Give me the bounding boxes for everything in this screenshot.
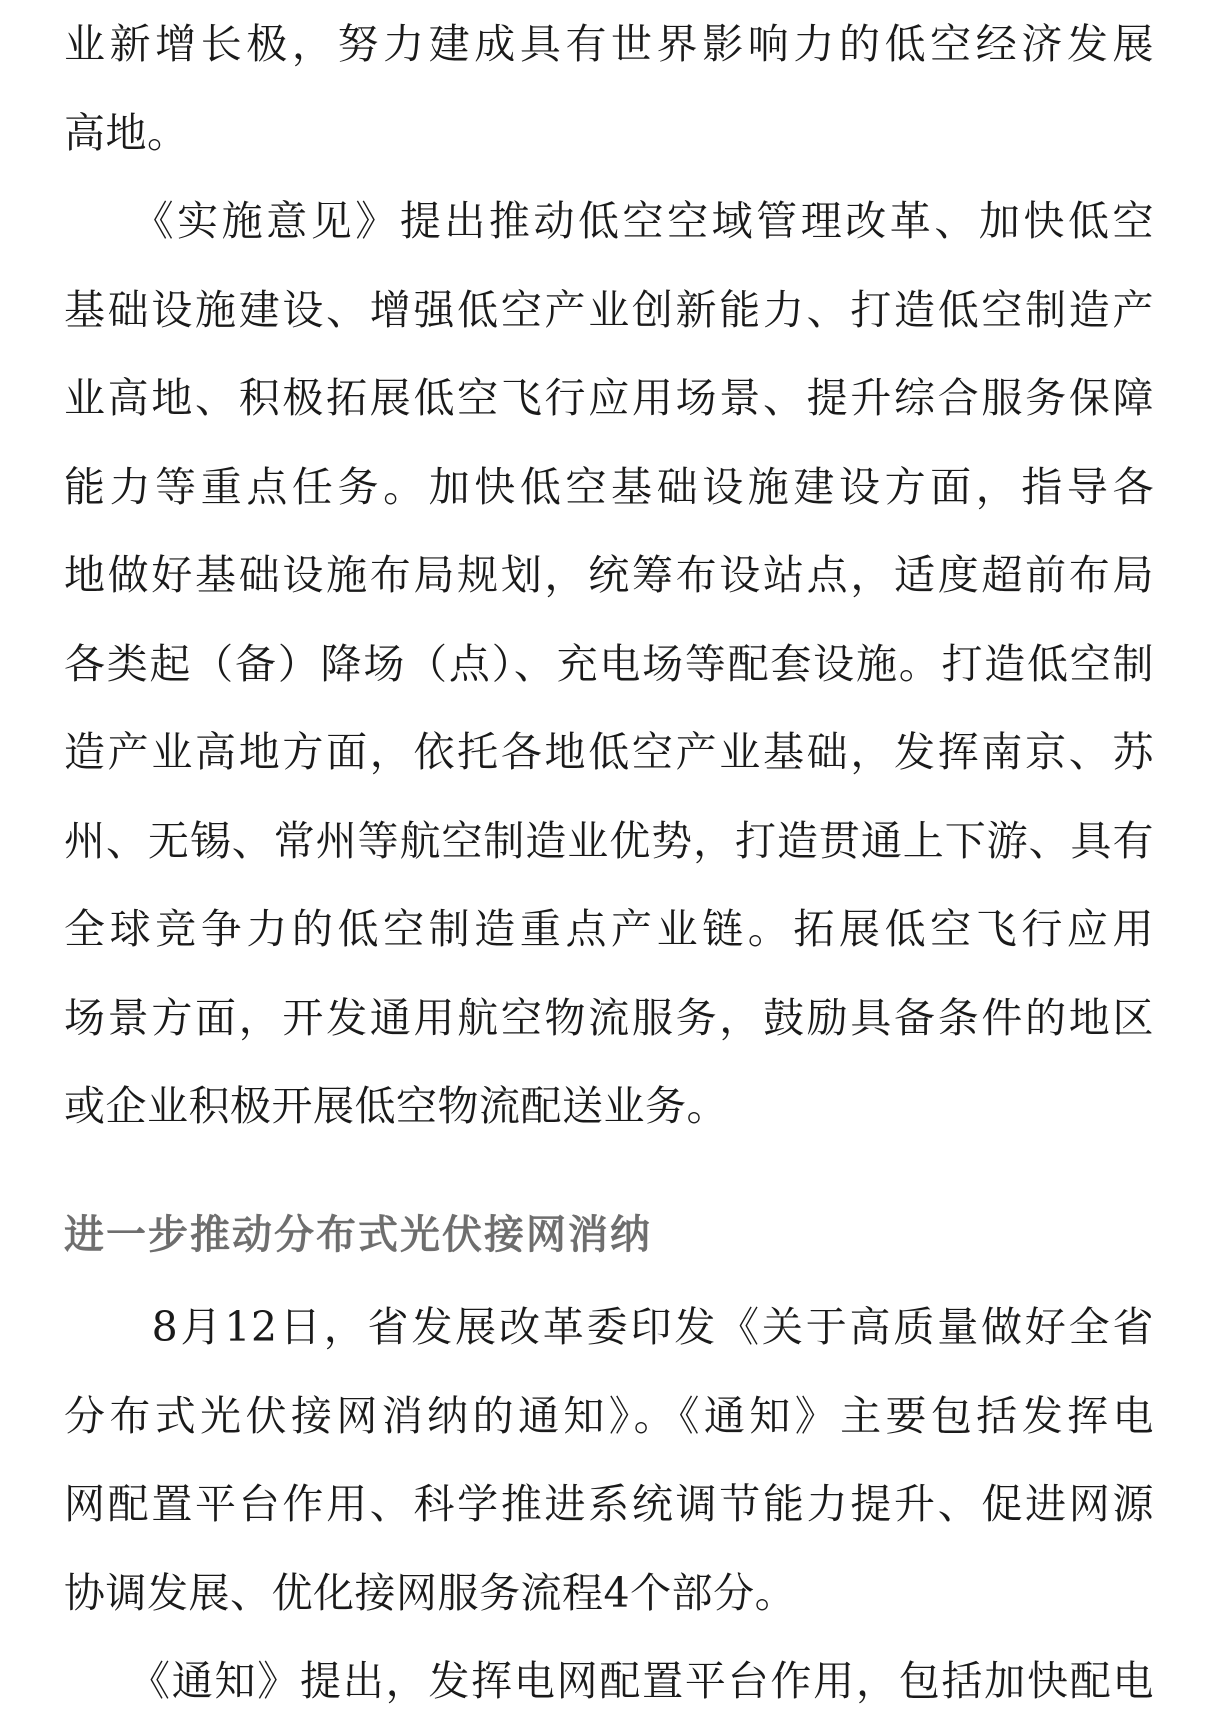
- text-line: 网配置平台作用、科学推进系统调节能力提升、促进网源: [64, 1480, 1154, 1528]
- section-heading: 进一步推动分布式光伏接网消纳: [64, 1210, 652, 1258]
- text-line: 协调发展、优化接网服务流程4个部分。: [64, 1568, 797, 1617]
- text-line: 地做好基础设施布局规划，统筹布设站点，适度超前布局: [64, 551, 1154, 599]
- text-line: 州、无锡、常州等航空制造业优势，打造贯通上下游、具有: [64, 816, 1154, 865]
- text-line: 业新增长极，努力建成具有世界影响力的低空经济发展: [64, 20, 1154, 68]
- section-low-altitude-economy: [64, 0, 1154, 1151]
- text-line: 造产业高地方面，依托各地低空产业基础，发挥南京、苏: [64, 728, 1154, 776]
- document-page: [64, 0, 1154, 1726]
- text-line: 基础设施建设、增强低空产业创新能力、打造低空制造产: [64, 285, 1154, 334]
- text-line: 场景方面，开发通用航空物流服务，鼓励具备条件的地区: [64, 993, 1154, 1042]
- text-line: 高地。: [64, 108, 189, 157]
- section-spacer: [64, 1151, 1154, 1191]
- text-line: 《实施意见》提出推动低空空域管理改革、加快低空: [64, 197, 1154, 245]
- text-line: 各类起（备）降场（点）、充电场等配套设施。打造低空制: [64, 639, 1154, 688]
- section-solar-grid: [64, 1283, 1154, 1726]
- text-line: 或企业积极开展低空物流配送业务。: [64, 1082, 728, 1130]
- text-line: 8月12日，省发展改革委印发《关于高质量做好全省: [64, 1303, 1154, 1351]
- text-line: 分布式光伏接网消纳的通知》。《通知》主要包括发挥电: [64, 1391, 1154, 1440]
- text-line: 全球竞争力的低空制造重点产业链。拓展低空飞行应用: [64, 905, 1154, 953]
- text-line: 《通知》提出，发挥电网配置平台作用，包括加快配电: [64, 1657, 1154, 1705]
- text-line: 能力等重点任务。加快低空基础设施建设方面，指导各: [64, 462, 1154, 511]
- text-line: 业高地、积极拓展低空飞行应用场景、提升综合服务保障: [64, 374, 1154, 422]
